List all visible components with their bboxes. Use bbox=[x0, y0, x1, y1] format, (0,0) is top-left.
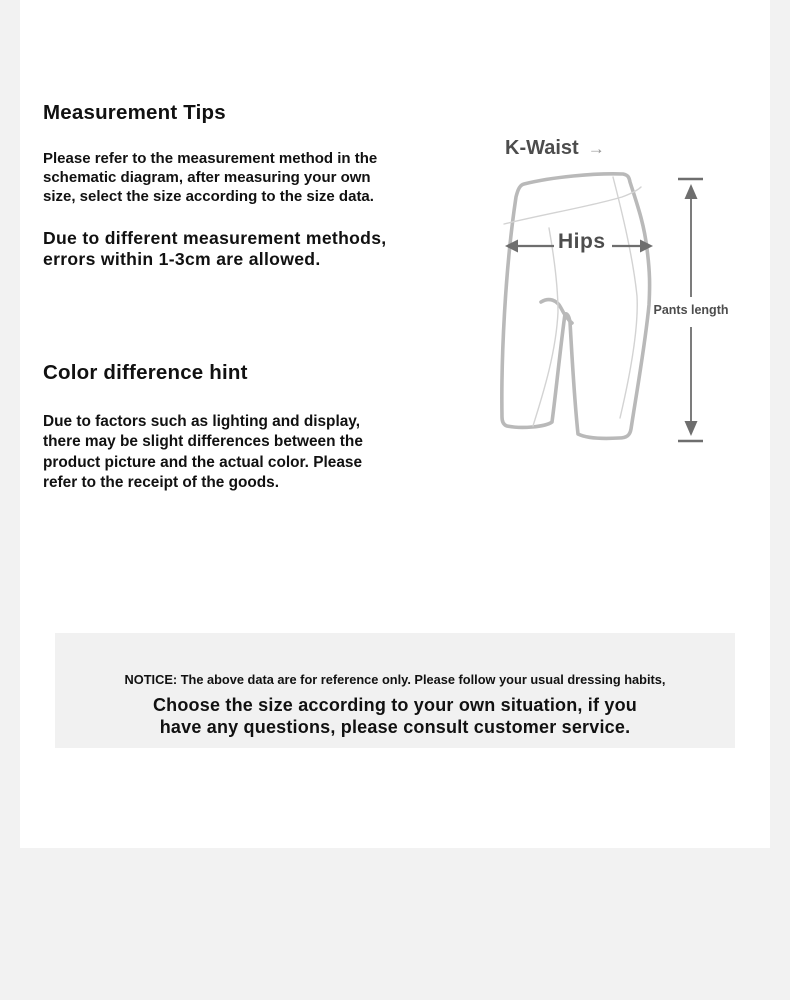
shorts-outline bbox=[502, 174, 650, 439]
down-arrowhead-icon bbox=[685, 421, 698, 436]
measurement-tips-body: Please refer to the measurement method in the schematic diagram, after measuring your own size, select the size according to the size data. bbox=[43, 150, 378, 205]
notice-box bbox=[55, 633, 735, 748]
waist-label-text: K-Waist bbox=[505, 137, 579, 159]
measurement-tips-title: Measurement Tips bbox=[43, 101, 226, 124]
color-difference-body: Due to factors such as lighting and display, there may be slight differences between the product picture and the actual color. Please refer to the receipt of the goods. bbox=[43, 413, 363, 491]
measurement-tolerance-note: Due to different measurement methods, errors within 1-3cm are allowed. bbox=[43, 228, 387, 269]
crotch-seam-path bbox=[541, 300, 572, 323]
hips-label: Hips bbox=[558, 230, 606, 253]
notice-advice: Choose the size according to your own situation, if you have any questions, please consult customer service. bbox=[152, 695, 638, 737]
right-panel-seam bbox=[613, 177, 637, 418]
pants-length-label: Pants length bbox=[653, 303, 729, 317]
color-difference-title: Color difference hint bbox=[43, 361, 248, 384]
waist-label bbox=[505, 137, 605, 160]
up-arrowhead-icon bbox=[685, 184, 698, 199]
notice-reference-note: NOTICE: The above data are for reference only. Please follow your usual dressing habits, bbox=[124, 672, 666, 687]
right-arrow-icon: → bbox=[587, 139, 605, 158]
shorts-body-path bbox=[502, 174, 650, 439]
